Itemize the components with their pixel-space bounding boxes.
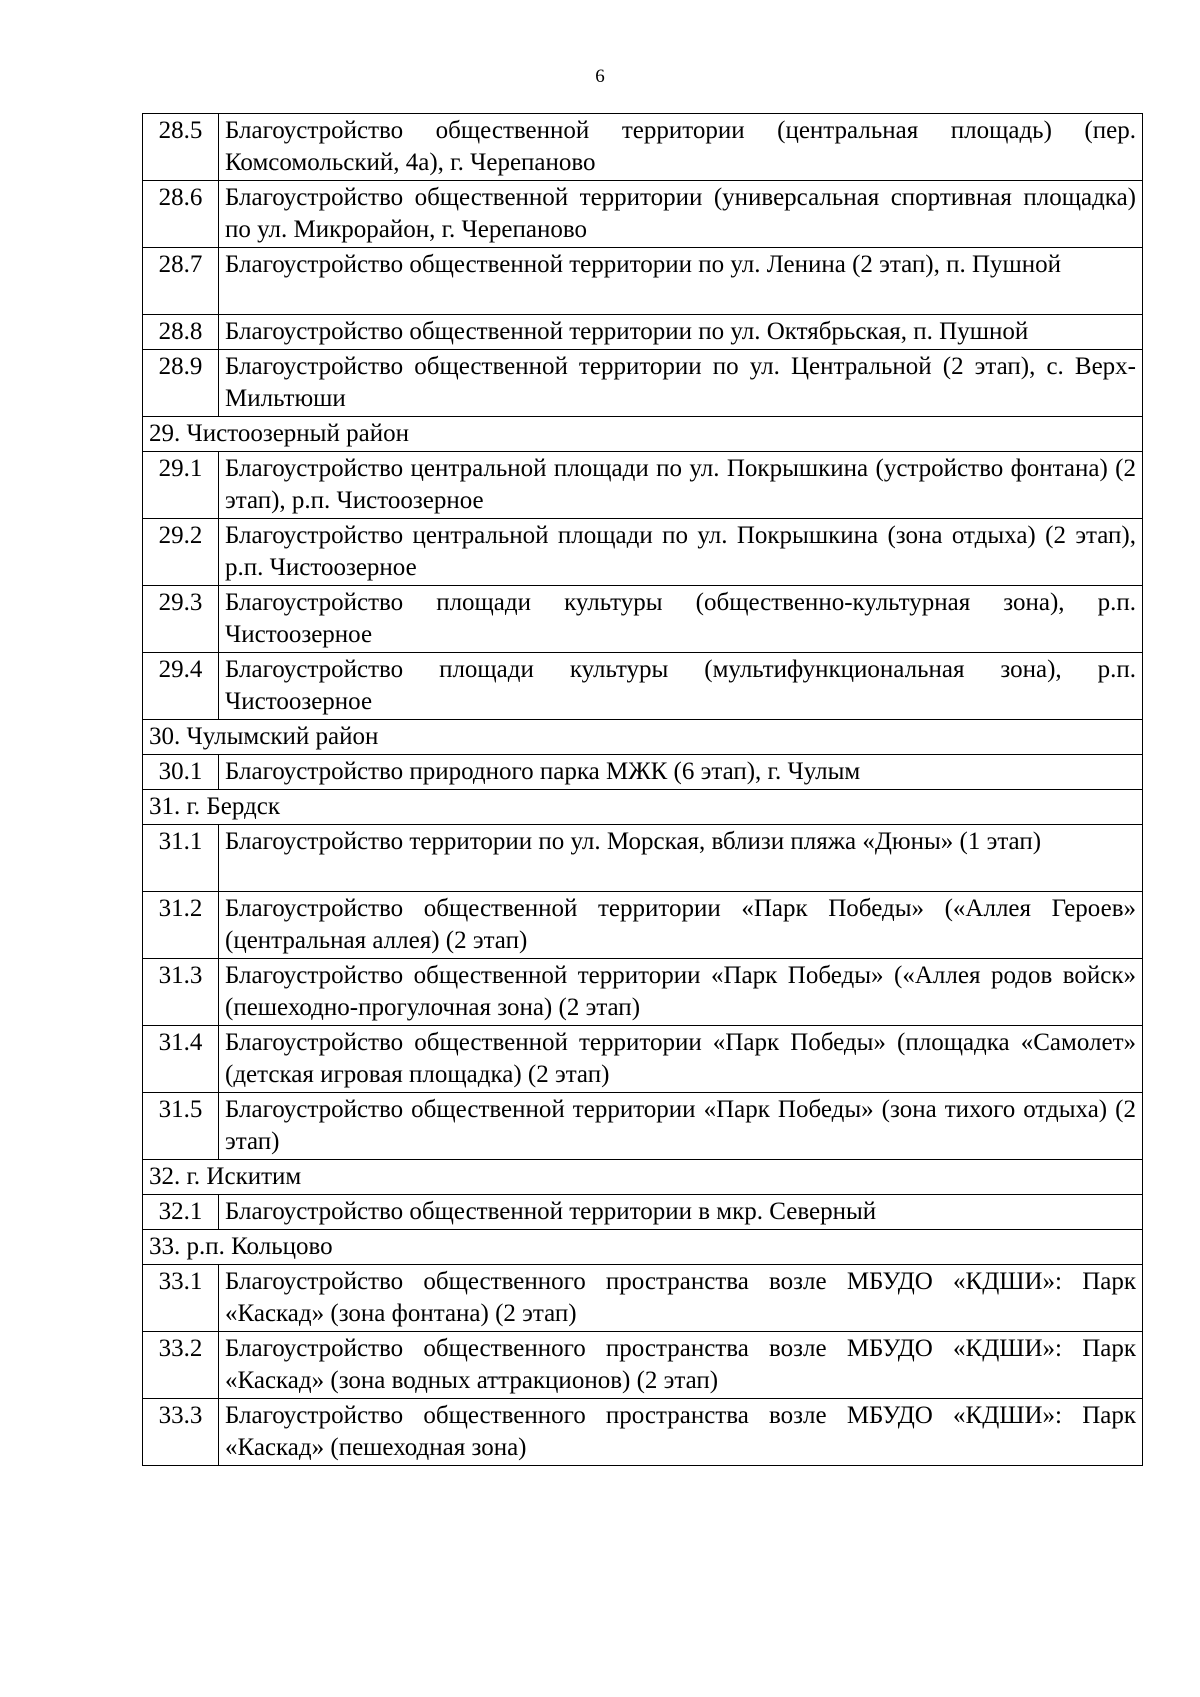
- table-row: [143, 519, 1143, 586]
- row-description: Благоустройство площади культуры (общественно-культурная зона), р.п. Чистоозерное: [219, 586, 1143, 653]
- row-description: Благоустройство общественной территории по ул. Октябрьская, п. Пушной: [219, 315, 1143, 350]
- row-description: Благоустройство общественной территории «Парк Победы» (зона тихого отдыха) (2 этап): [219, 1093, 1143, 1160]
- section-title: 30. Чулымский район: [143, 720, 1143, 755]
- row-number: 33.3: [143, 1399, 219, 1466]
- row-number: 31.2: [143, 892, 219, 959]
- table-row: [143, 452, 1143, 519]
- row-description: Благоустройство общественной территории «Парк Победы» («Аллея родов войск» (пешеходно-прогулочная зона) (2 этап): [219, 959, 1143, 1026]
- row-description: Благоустройство общественной территории по ул. Центральной (2 этап), с. Верх-Мильтюши: [219, 350, 1143, 417]
- row-description: Благоустройство общественной территории (центральная площадь) (пер. Комсомольский, 4а), г. Черепаново: [219, 114, 1143, 181]
- row-description: Благоустройство общественного пространства возле МБУДО «КДШИ»: Парк «Каскад» (зона водных аттракционов) (2 этап): [219, 1332, 1143, 1399]
- row-number: 29.4: [143, 653, 219, 720]
- row-description: Благоустройство площади культуры (мультифункциональная зона), р.п. Чистоозерное: [219, 653, 1143, 720]
- row-description: Благоустройство общественной территории по ул. Ленина (2 этап), п. Пушной: [219, 248, 1143, 315]
- improvement-projects-table: [142, 113, 1143, 1466]
- row-description: Благоустройство природного парка МЖК (6 этап), г. Чулым: [219, 755, 1143, 790]
- row-number: 32.1: [143, 1195, 219, 1230]
- row-number: 33.2: [143, 1332, 219, 1399]
- table-row: [143, 248, 1143, 315]
- table-row: [143, 1026, 1143, 1093]
- table-row: [143, 1332, 1143, 1399]
- row-number: 28.6: [143, 181, 219, 248]
- section-title: 31. г. Бердск: [143, 790, 1143, 825]
- row-number: 28.9: [143, 350, 219, 417]
- table-row: [143, 315, 1143, 350]
- row-number: 29.2: [143, 519, 219, 586]
- table-row: [143, 653, 1143, 720]
- table-row: [143, 114, 1143, 181]
- table-row: [143, 959, 1143, 1026]
- section-title: 33. р.п. Кольцово: [143, 1230, 1143, 1265]
- section-title: 32. г. Искитим: [143, 1160, 1143, 1195]
- table-row: [143, 825, 1143, 892]
- row-number: 30.1: [143, 755, 219, 790]
- row-description: Благоустройство центральной площади по ул. Покрышкина (устройство фонтана) (2 этап), р.п. Чистоозерное: [219, 452, 1143, 519]
- row-description: Благоустройство общественной территории (универсальная спортивная площадка) по ул. Микрорайон, г. Черепаново: [219, 181, 1143, 248]
- page-number: 6: [595, 66, 605, 87]
- section-header-row: [143, 1160, 1143, 1195]
- table-row: [143, 1265, 1143, 1332]
- row-description: Благоустройство общественной территории в мкр. Северный: [219, 1195, 1143, 1230]
- table-row: [143, 1195, 1143, 1230]
- table-row: [143, 755, 1143, 790]
- row-description: Благоустройство центральной площади по ул. Покрышкина (зона отдыха) (2 этап), р.п. Чистоозерное: [219, 519, 1143, 586]
- section-header-row: [143, 720, 1143, 755]
- row-description: Благоустройство общественной территории «Парк Победы» («Аллея Героев» (центральная аллея) (2 этап): [219, 892, 1143, 959]
- row-number: 33.1: [143, 1265, 219, 1332]
- table-row: [143, 181, 1143, 248]
- row-number: 31.5: [143, 1093, 219, 1160]
- section-header-row: [143, 790, 1143, 825]
- section-header-row: [143, 1230, 1143, 1265]
- row-number: 28.5: [143, 114, 219, 181]
- row-number: 29.3: [143, 586, 219, 653]
- table-row: [143, 586, 1143, 653]
- section-header-row: [143, 417, 1143, 452]
- row-number: 31.3: [143, 959, 219, 1026]
- row-number: 29.1: [143, 452, 219, 519]
- row-description: Благоустройство общественного пространства возле МБУДО «КДШИ»: Парк «Каскад» (зона фонтана) (2 этап): [219, 1265, 1143, 1332]
- row-description: Благоустройство общественного пространства возле МБУДО «КДШИ»: Парк «Каскад» (пешеходная зона): [219, 1399, 1143, 1466]
- row-number: 31.4: [143, 1026, 219, 1093]
- table-row: [143, 350, 1143, 417]
- table-row: [143, 892, 1143, 959]
- row-number: 28.7: [143, 248, 219, 315]
- row-number: 31.1: [143, 825, 219, 892]
- section-title: 29. Чистоозерный район: [143, 417, 1143, 452]
- table-row: [143, 1399, 1143, 1466]
- row-description: Благоустройство общественной территории «Парк Победы» (площадка «Самолет» (детская игровая площадка) (2 этап): [219, 1026, 1143, 1093]
- row-description: Благоустройство территории по ул. Морская, вблизи пляжа «Дюны» (1 этап): [219, 825, 1143, 892]
- table-row: [143, 1093, 1143, 1160]
- row-number: 28.8: [143, 315, 219, 350]
